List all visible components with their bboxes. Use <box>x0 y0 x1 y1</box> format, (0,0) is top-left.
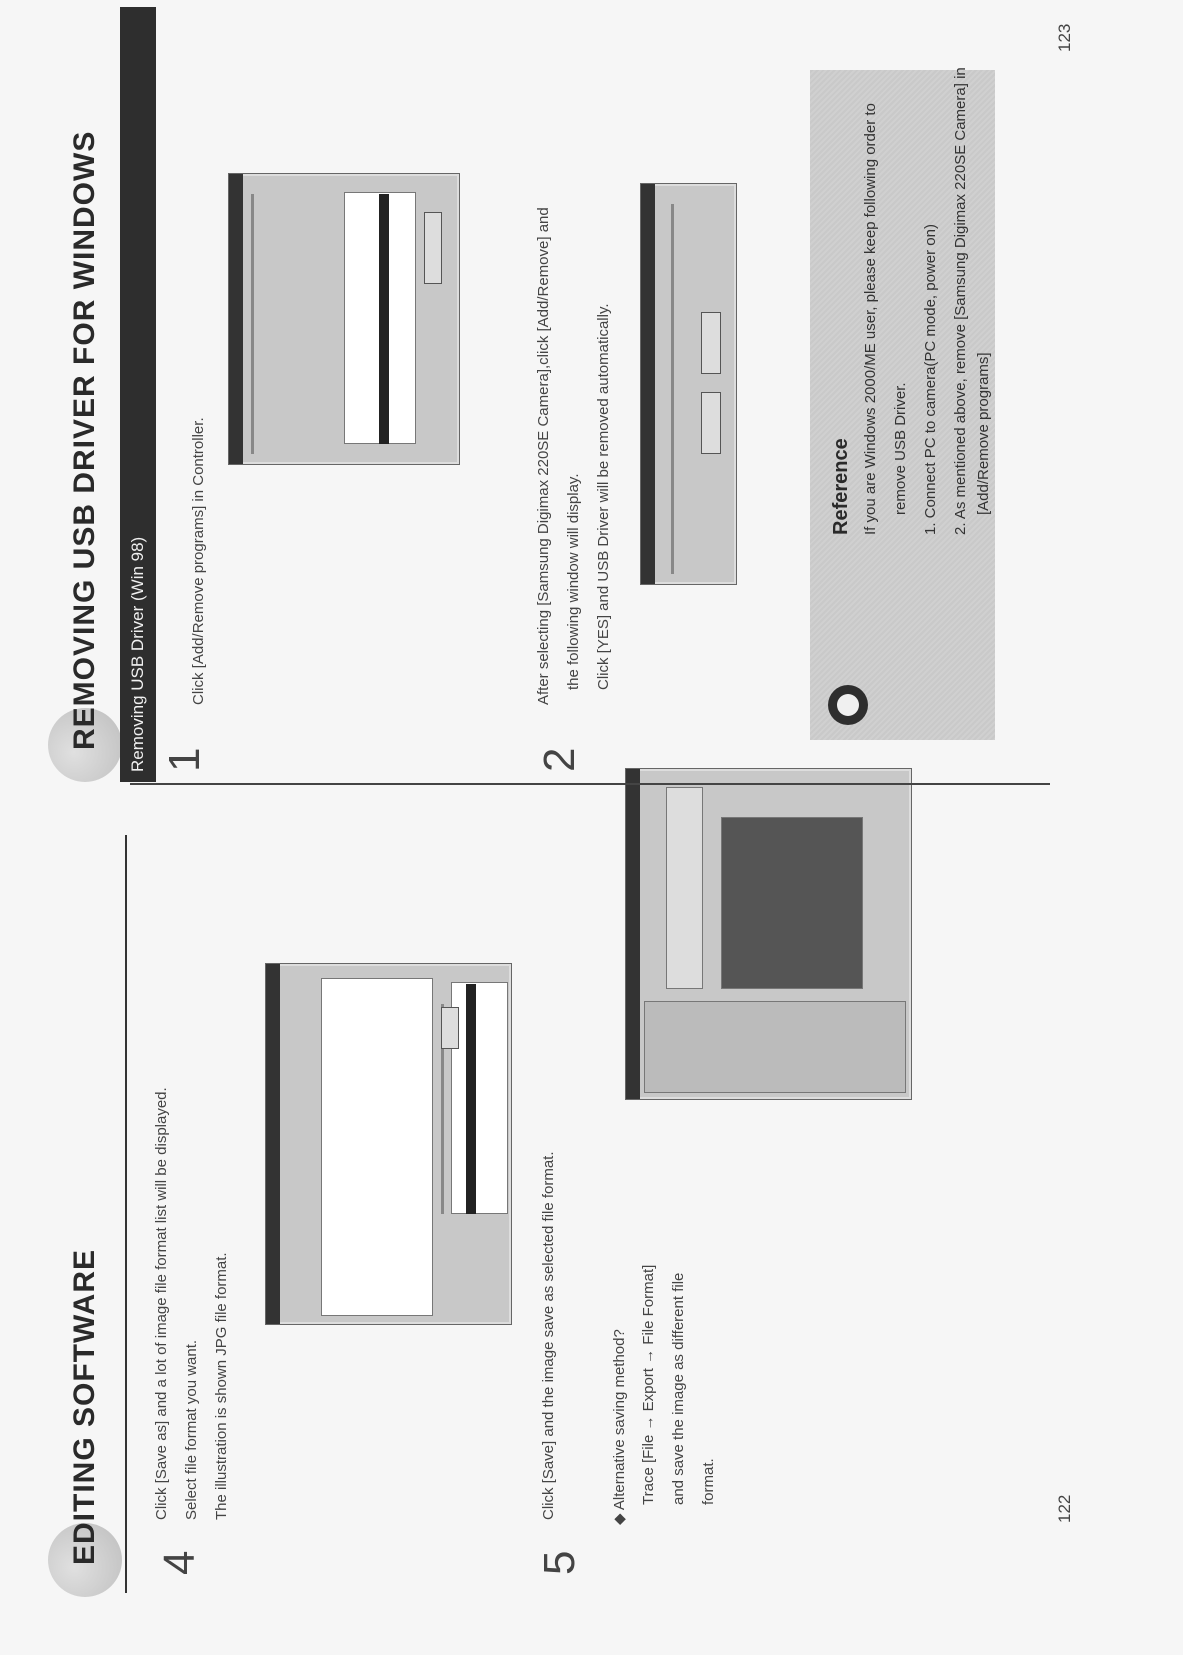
step-4-number: 4 <box>155 1550 204 1575</box>
step-2-number: 2 <box>535 747 584 772</box>
reference-box <box>810 67 995 740</box>
step-2-line: After selecting [Samsung Digimax 220SE Camera],click [Add/Remove] and <box>535 207 552 705</box>
selected-program-row <box>379 194 389 444</box>
format-list-pane <box>451 982 508 1214</box>
add-remove-button-illustration <box>424 212 442 284</box>
tab-row <box>251 194 254 454</box>
page-number-left: 122 <box>1055 1494 1074 1523</box>
yes-button-illustration <box>701 392 721 454</box>
step-1-number: 1 <box>160 747 209 772</box>
dialog-title-bar <box>641 184 655 584</box>
save-as-dialog-screenshot <box>265 963 512 1325</box>
left-page <box>0 775 1183 1655</box>
folder-list-pane <box>321 978 433 1316</box>
reference-line: remove USB Driver. <box>892 382 909 515</box>
section-bar: Removing USB Driver (Win 98) <box>120 7 156 782</box>
step-2-line: Click [YES] and USB Driver will be removed automatically. <box>595 303 612 690</box>
editor-canvas <box>721 817 863 989</box>
no-button-illustration <box>701 312 721 374</box>
confirm-delete-dialog-screenshot <box>640 183 737 585</box>
selected-format-row <box>466 984 476 1214</box>
dialog-title-bar <box>229 174 243 464</box>
step-1-line: Click [Add/Remove programs] in Controller. <box>190 417 207 705</box>
title-rule <box>125 835 127 1593</box>
reference-line: 1. Connect PC to camera(PC mode, power on) <box>922 224 939 535</box>
step-4-line: Select file format you want. <box>183 1339 200 1520</box>
editor-side-panel <box>644 1001 906 1093</box>
step-4-line: The illustration is shown JPG file format. <box>213 1252 230 1520</box>
page-title: EDITING SOFTWARE <box>68 1249 101 1565</box>
note-heading: Alternative saving method? <box>611 1329 628 1511</box>
note-line <box>610 1329 628 1525</box>
add-remove-programs-screenshot <box>228 173 460 465</box>
save-button-illustration <box>441 1007 459 1049</box>
page-number-right: 123 <box>1055 23 1074 52</box>
note-line: and save the image as different file <box>670 1272 687 1505</box>
reference-line: 2. As mentioned above, remove [Samsung Digimax 220SE Camera] in <box>952 67 969 535</box>
step-5-line: Click [Save] and the image save as selected file format. <box>540 1151 557 1520</box>
reference-line: [Add/Remove programs] <box>975 352 992 515</box>
dialog-title-bar <box>266 964 280 1324</box>
note-line: format. <box>700 1458 717 1505</box>
reference-icon <box>828 685 868 725</box>
diamond-bullet-icon: ◆ <box>611 1513 628 1525</box>
reference-title: Reference <box>830 438 852 535</box>
page-title: REMOVING USB DRIVER FOR WINDOWS <box>68 130 101 750</box>
reference-line: If you are Windows 2000/ME user, please keep following order to <box>862 103 879 535</box>
step-4-line: Click [Save as] and a lot of image file format list will be displayed. <box>153 1087 170 1520</box>
note-line: Trace [File → Export → File Format] <box>640 1264 657 1505</box>
dialog-message <box>671 204 674 574</box>
step-5-number: 5 <box>535 1550 584 1575</box>
step-2-line: the following window will display. <box>565 473 582 690</box>
